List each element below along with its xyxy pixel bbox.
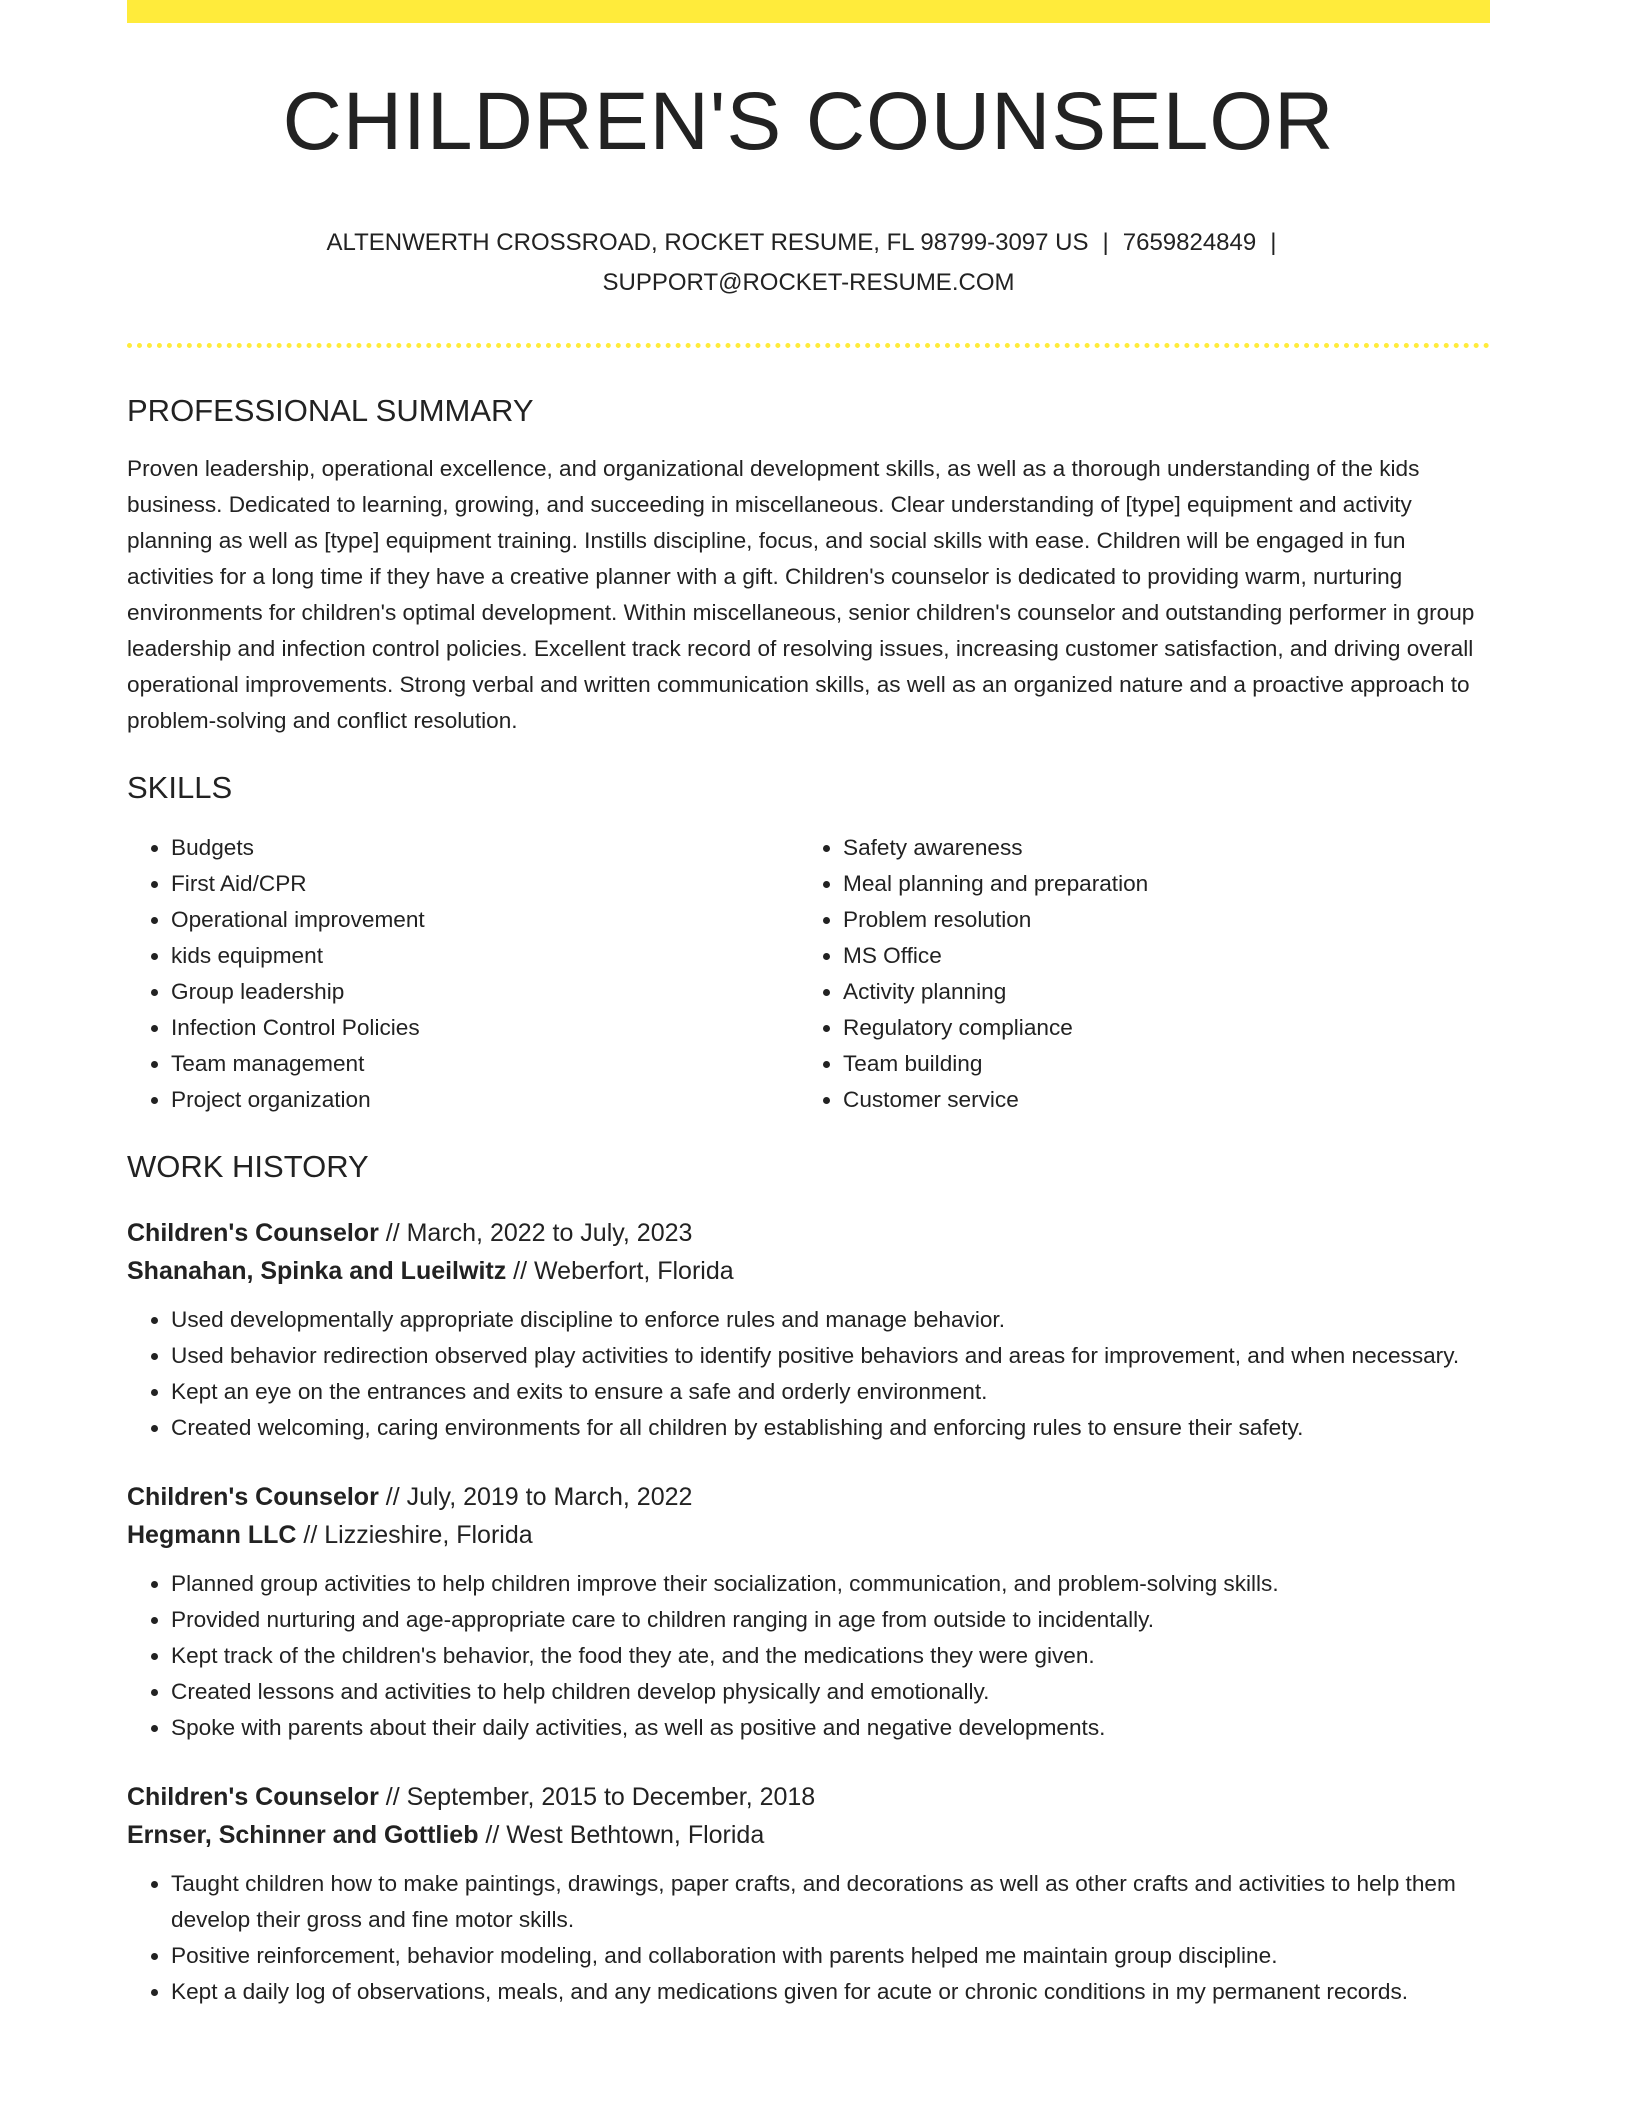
section-title-skills: SKILLS <box>127 770 233 806</box>
skill-item: • Customer service <box>843 1082 1471 1118</box>
job-role-line <box>127 1214 1490 1252</box>
job-bullets <box>127 1866 1490 2010</box>
resume-page <box>127 0 1490 2010</box>
job-bullet: • Created lessons and activities to help children develop physically and emotionally. <box>171 1674 1490 1710</box>
skill-item: • Team management <box>171 1046 799 1082</box>
job-company: Ernser, Schinner and Gottlieb <box>127 1820 479 1849</box>
dotted-divider <box>127 343 1490 348</box>
section-title-work-history: WORK HISTORY <box>127 1149 369 1185</box>
job-company-line <box>127 1516 1490 1554</box>
job-bullets <box>127 1566 1490 1746</box>
job-company-line <box>127 1252 1490 1290</box>
skill-item: • Activity planning <box>843 974 1471 1010</box>
contact-phone: 7659824849 <box>1122 229 1257 256</box>
contact-separator: | <box>1102 229 1109 256</box>
job-company-line <box>127 1816 1490 1854</box>
job-dates: // March, 2022 to July, 2023 <box>378 1218 693 1247</box>
contact-address: ALTENWERTH CROSSROAD, ROCKET RESUME, FL 98799-3097 US <box>326 229 1089 256</box>
skill-item: • Team building <box>843 1046 1471 1082</box>
job-bullet: • Kept a daily log of observations, meals, and any medications given for acute or chronic conditions in my permanent records. <box>171 1974 1490 2010</box>
summary-text: Proven leadership, operational excellence, and organizational development skills, as well as a thorough understanding of the kids business. Dedicated to learning, growing, and succeeding in miscellaneous. Clear understanding of [type] equipment and activity planning as well as [type] equipment training. Instills discipline, focus, and social skills with ease. Children will be engaged in fun activities for a long time if they have a creative planner with a gift. Children's counselor is dedicated to providing warm, nurturing environments for children's optimal development. Within miscellaneous, senior children's counselor and outstanding performer in group leadership and infection control policies. Excellent track record of resolving issues, increasing customer satisfaction, and driving overall operational improvements. Strong verbal and written communication skills, as well as an organized nature and a proactive approach to problem-solving and conflict resolution. <box>127 456 1475 734</box>
skill-item: • MS Office <box>843 938 1471 974</box>
job-bullet: • Positive reinforcement, behavior modeling, and collaboration with parents helped me maintain group discipline. <box>171 1938 1490 1974</box>
skills-list <box>127 830 1490 1118</box>
resume-title: CHILDREN'S COUNSELOR <box>282 76 1335 167</box>
job-role-line <box>127 1778 1490 1816</box>
skill-item: • Regulatory compliance <box>843 1010 1471 1046</box>
job-location: // Lizzieshire, Florida <box>296 1520 533 1549</box>
contact-info <box>127 223 1490 303</box>
skill-item: • Problem resolution <box>843 902 1471 938</box>
job-bullet: • Kept an eye on the entrances and exits to ensure a safe and orderly environment. <box>171 1374 1490 1410</box>
skill-item: • Operational improvement <box>171 902 799 938</box>
skills-column-left <box>127 830 799 1118</box>
skill-item: • Project organization <box>171 1082 799 1118</box>
job-role: Children's Counselor <box>127 1482 379 1511</box>
job-bullet: • Created welcoming, caring environments for all children by establishing and enforcing rules to ensure their safety. <box>171 1410 1490 1446</box>
job-bullet: • Provided nurturing and age-appropriate care to children ranging in age from outside to incidentally. <box>171 1602 1490 1638</box>
job-company: Shanahan, Spinka and Lueilwitz <box>127 1256 507 1285</box>
skill-item: • kids equipment <box>171 938 799 974</box>
job-bullet: • Kept track of the children's behavior, the food they ate, and the medications they were given. <box>171 1638 1490 1674</box>
skill-item: • Safety awareness <box>843 830 1471 866</box>
job-bullet: • Spoke with parents about their daily activities, as well as positive and negative developments. <box>171 1710 1490 1746</box>
job-location: // Weberfort, Florida <box>506 1256 734 1285</box>
job-bullets <box>127 1302 1490 1446</box>
skill-item: • First Aid/CPR <box>171 866 799 902</box>
skill-item: • Infection Control Policies <box>171 1010 799 1046</box>
job-location: // West Bethtown, Florida <box>478 1820 765 1849</box>
job-company: Hegmann LLC <box>127 1520 297 1549</box>
skill-item: • Meal planning and preparation <box>843 866 1471 902</box>
job-entry <box>127 1214 1490 1446</box>
job-dates: // July, 2019 to March, 2022 <box>378 1482 693 1511</box>
skill-item: • Group leadership <box>171 974 799 1010</box>
job-role: Children's Counselor <box>127 1782 379 1811</box>
job-bullet: • Planned group activities to help children improve their socialization, communication, and problem-solving skills. <box>171 1566 1490 1602</box>
section-title-summary: PROFESSIONAL SUMMARY <box>127 393 534 428</box>
job-dates: // September, 2015 to December, 2018 <box>378 1782 816 1811</box>
skill-item: • Budgets <box>171 830 799 866</box>
skills-column-right <box>799 830 1471 1118</box>
contact-separator: | <box>1270 229 1277 256</box>
job-bullet: • Used developmentally appropriate discipline to enforce rules and manage behavior. <box>171 1302 1490 1338</box>
contact-email: SUPPORT@ROCKET-RESUME.COM <box>602 269 1015 296</box>
accent-top-bar <box>127 0 1490 23</box>
job-bullet: • Taught children how to make paintings, drawings, paper crafts, and decorations as well as other crafts and activities to help them develop their gross and fine motor skills. <box>171 1866 1490 1938</box>
job-role-line <box>127 1478 1490 1516</box>
job-role: Children's Counselor <box>127 1218 379 1247</box>
job-bullet: • Used behavior redirection observed play activities to identify positive behaviors and areas for improvement, and when necessary. <box>171 1338 1490 1374</box>
job-entry <box>127 1478 1490 1746</box>
job-entry <box>127 1778 1490 2010</box>
